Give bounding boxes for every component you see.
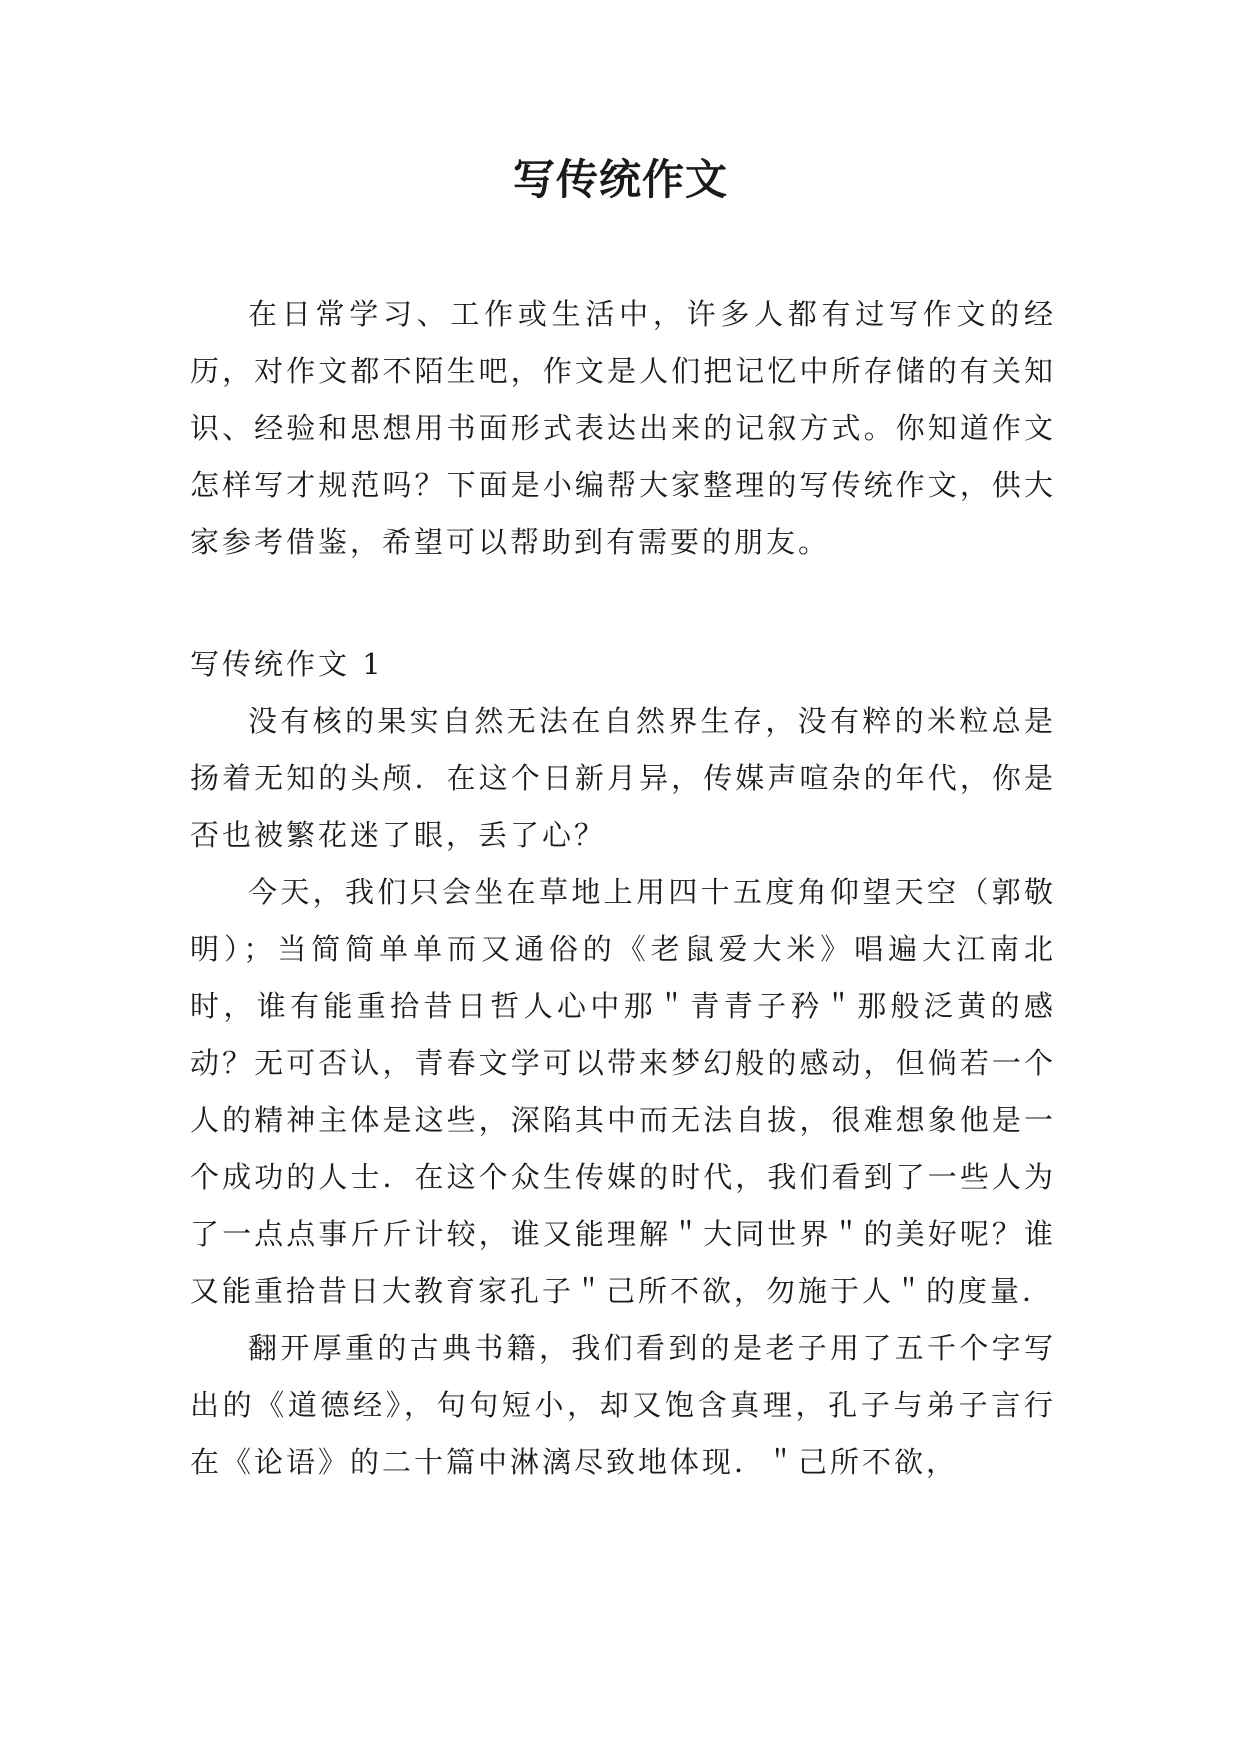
- section-heading: 写传统作文 1: [190, 647, 384, 681]
- essay-paragraph: 没有核的果实自然无法在自然界生存，没有粹的米粒总是扬着无知的头颅．在这个日新月异，传媒声喧杂的年代，你是否也被繁花迷了眼，丢了心？: [190, 704, 1056, 852]
- document-title: 写传统作文: [512, 155, 728, 204]
- essay-paragraph: 今天，我们只会坐在草地上用四十五度角仰望天空（郭敬明）；当简简单单而又通俗的《老鼠爱大米》唱遍大江南北时，谁有能重拾昔日哲人心中那＂青青子矜＂那般泛黄的感动？无可否认，青春文学可以带来梦幻般的感动，但倘若一个人的精神主体是这些，深陷其中而无法自拔，很难想象他是一个成功的人士．在这个众生传媒的时代，我们看到了一些人为了一点点事斤斤计较，谁又能理解＂大同世界＂的美好呢？谁又能重拾昔日大教育家孔子＂己所不欲，勿施于人＂的度量．: [190, 875, 1056, 1308]
- intro-section: [190, 286, 1056, 571]
- intro-paragraph: 在日常学习、工作或生活中，许多人都有过写作文的经历，对作文都不陌生吧，作文是人们把记忆中所存储的有关知识、经验和思想用书面形式表达出来的记叙方式。你知道作文怎样写才规范吗？下面是小编帮大家整理的写传统作文，供大家参考借鉴，希望可以帮助到有需要的朋友。: [190, 297, 1056, 559]
- essay-paragraph: 翻开厚重的古典书籍，我们看到的是老子用了五千个字写出的《道德经》，句句短小，却又饱含真理，孔子与弟子言行在《论语》的二十篇中淋漓尽致地体现．＂己所不欲，: [190, 1331, 1056, 1479]
- essay-section: [190, 636, 1056, 1491]
